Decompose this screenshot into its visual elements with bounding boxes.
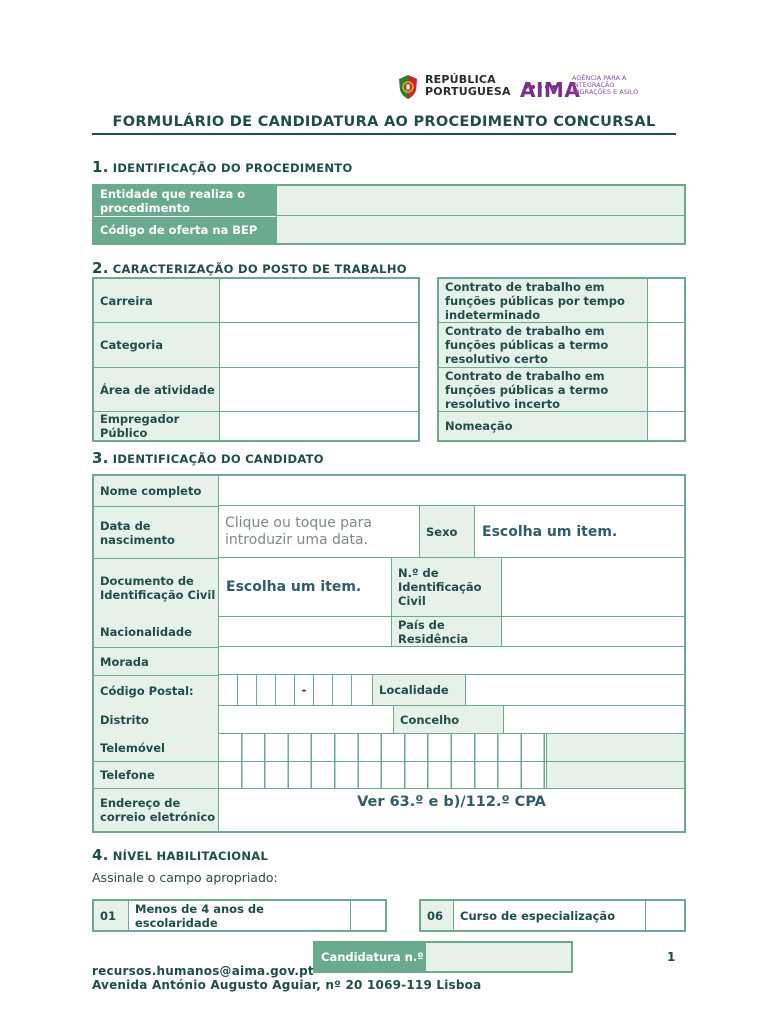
contract-uncertain-term-label: Contrato de trabalho em funções públicas a termo resolutivo incerto [439,368,648,412]
postal-digit-box[interactable] [333,675,352,705]
birth-date-label: Data de nascimento [94,506,219,558]
category-label: Categoria [94,323,220,368]
offer-code-label: Código de oferta na BEP [94,216,276,243]
document-title: FORMULÁRIO DE CANDIDATURA AO PROCEDIMENTO CONCURSAL [92,114,676,135]
education-checkbox-01[interactable] [351,901,385,930]
republica-portuguesa-logo [397,72,511,104]
sex-dropdown[interactable] [475,506,684,558]
entity-label: Entidade que realiza o procedimento [94,186,276,216]
section-4-heading: NÍVEL HABILITACIONAL [112,849,269,863]
civil-doc-label: Documento de Identificação Civil [94,558,219,617]
district-label: Distrito [94,706,219,734]
activity-area-field[interactable] [220,368,418,412]
contract-indefinite-checkbox[interactable] [648,279,684,323]
postal-dash: - [295,675,314,705]
entity-field[interactable] [276,186,684,216]
republica-text [425,74,511,98]
section-4-instruction: Assinale o campo apropriado: [92,870,278,885]
phone-extra-area [546,762,684,789]
mobile-label: Telemóvel [94,734,219,762]
postal-digit-box[interactable] [238,675,257,705]
mobile-digit-boxes[interactable] [219,734,546,762]
candidature-number-field[interactable] [426,943,571,971]
full-name-field[interactable] [219,476,684,506]
postal-code-label: Código Postal: [94,675,219,706]
public-employer-field[interactable] [220,412,418,440]
republica-line1: REPÚBLICA [425,73,496,86]
phone-digit-boxes[interactable] [219,762,546,789]
section-2-title [92,259,407,277]
section-2-heading: CARACTERIZAÇÃO DO POSTO DE TRABALHO [112,262,407,276]
postal-digit-box[interactable] [276,675,295,705]
footer-email: recursos.humanos@aima.gov.pt [92,964,314,978]
aima-wordmark: AIMA [520,78,581,102]
education-checkbox-06[interactable] [646,901,684,930]
address-label: Morada [94,647,219,675]
full-name-label: Nome completo [94,476,219,506]
section-4-number: 4. [92,846,109,864]
contract-type-table [437,277,686,442]
candidature-number-label: Candidatura n.º [315,943,426,971]
civil-doc-dropdown[interactable] [219,558,392,617]
procedure-table [92,184,686,245]
section-1-heading: IDENTIFICAÇÃO DO PROCEDIMENTO [112,161,353,175]
public-employer-label: Empregador Público [94,412,220,440]
locality-field[interactable] [466,675,684,706]
career-label: Carreira [94,279,220,323]
activity-area-label: Área de atividade [94,368,220,412]
civil-id-number-label: N.º de Identificação Civil [392,558,502,617]
postal-digit-box[interactable] [257,675,276,705]
contract-indefinite-label: Contrato de trabalho em funções públicas por tempo indeterminado [439,279,648,323]
portuguese-emblem-icon [397,74,419,100]
aima-sub-line3: MIGRAÇÕES E ASILO [572,88,639,96]
residence-country-label: País de Residência [392,617,502,647]
email-field[interactable] [219,789,684,831]
postal-digit-box[interactable] [352,675,373,705]
birth-date-placeholder: Clique ou toque para introduzir uma data. [225,514,372,548]
nationality-label: Nacionalidade [94,617,219,647]
candidate-table [92,474,686,833]
residence-country-field[interactable] [502,617,684,647]
civil-doc-dropdown-value: Escolha um item. [226,579,362,595]
section-1-number: 1. [92,158,109,176]
education-code-06: 06 [421,901,454,930]
nationality-field[interactable] [219,617,392,647]
aima-sub-line1: AGÊNCIA PARA A [572,74,627,82]
phone-label: Telefone [94,762,219,789]
birth-date-picker[interactable] [219,506,420,558]
municipality-field[interactable] [504,706,684,734]
email-legal-note: Ver 63.º e b)/112.º CPA [357,794,546,810]
appointment-label: Nomeação [439,412,648,440]
email-label: Endereço de correio eletrónico [94,789,219,831]
education-label-01: Menos de 4 anos de escolaridade [129,901,351,930]
section-3-number: 3. [92,449,109,467]
address-field[interactable] [219,647,684,675]
candidature-number-box [313,941,573,973]
contract-fixed-term-checkbox[interactable] [648,323,684,368]
postal-digit-box[interactable] [314,675,333,705]
district-field[interactable] [219,706,394,734]
section-3-heading: IDENTIFICAÇÃO DO CANDIDATO [112,452,324,466]
contract-uncertain-term-checkbox[interactable] [648,368,684,412]
section-4-title [92,846,268,864]
education-code-01: 01 [94,901,129,930]
locality-label: Localidade [373,675,466,706]
offer-code-field[interactable] [276,216,684,243]
postal-digit-box[interactable] [219,675,238,705]
mobile-extra-area [546,734,684,762]
aima-subtitle [572,75,638,96]
civil-id-number-field[interactable] [502,558,684,617]
education-label-06: Curso de especialização [454,901,646,930]
appointment-checkbox[interactable] [648,412,684,440]
job-left-table [92,277,420,442]
education-option-01 [92,899,387,932]
municipality-label: Concelho [394,706,504,734]
section-1-title [92,158,353,176]
aima-logo [520,72,650,104]
republica-line2: PORTUGUESA [425,85,511,98]
contract-fixed-term-label: Contrato de trabalho em funções públicas a termo resolutivo certo [439,323,648,368]
footer-address: Avenida António Augusto Aguiar, nº 20 1069-119 Lisboa [92,978,482,992]
sex-label: Sexo [420,506,475,558]
page-number: 1 [667,950,676,964]
section-3-title [92,449,324,467]
category-field[interactable] [220,323,418,368]
sex-dropdown-value: Escolha um item. [482,523,618,540]
education-option-06 [419,899,686,932]
postal-code-boxes [219,675,373,706]
section-2-number: 2. [92,259,109,277]
aima-sub-line2: INTEGRAÇÃO [572,81,615,89]
career-field[interactable] [220,279,418,323]
